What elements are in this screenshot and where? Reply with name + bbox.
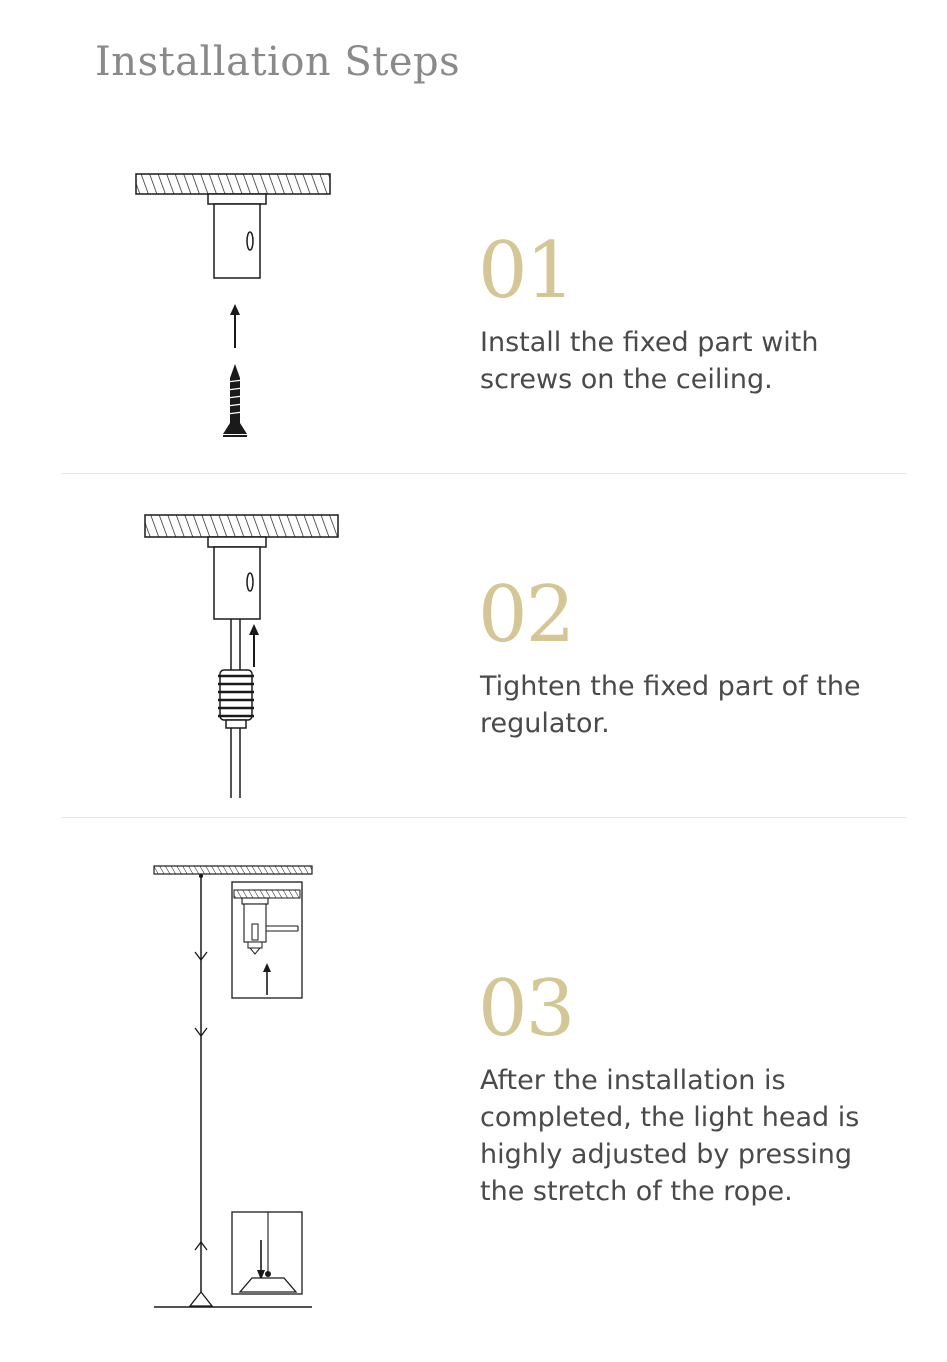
step-3-illustration [150,860,320,1315]
up-arrow-icon [230,304,240,348]
step-3-text: After the installation is completed, the light head is highly adjusted by pressing the stretch of the rope. [480,1065,860,1207]
step-2-number: 02 [478,570,574,660]
fixed-mount-part [208,194,266,278]
step-1-number: 01 [478,226,574,316]
ceiling-bar [154,866,312,874]
ceiling-hatch [145,515,338,537]
suspension-rope [195,874,207,1292]
step-2-text: Tighten the fixed part of the regulator. [480,671,861,739]
threaded-regulator [218,670,254,728]
page-title: Installation Steps [95,39,461,85]
step-1-illustration [130,168,340,448]
detail-box-top [232,882,302,998]
regulator-rod [231,619,240,670]
ceiling-hatch [136,174,330,194]
divider-1 [62,473,906,474]
fixed-mount-part [208,537,266,619]
detail-box-bottom [232,1212,302,1294]
step-3-number: 03 [478,964,574,1054]
step-1-text: Install the fixed part with screws on the ceiling. [480,327,819,395]
step-2-illustration [140,510,345,805]
divider-2 [62,817,906,818]
rope-line [231,728,240,798]
up-arrow-icon [249,624,259,667]
screw-icon [223,364,247,436]
